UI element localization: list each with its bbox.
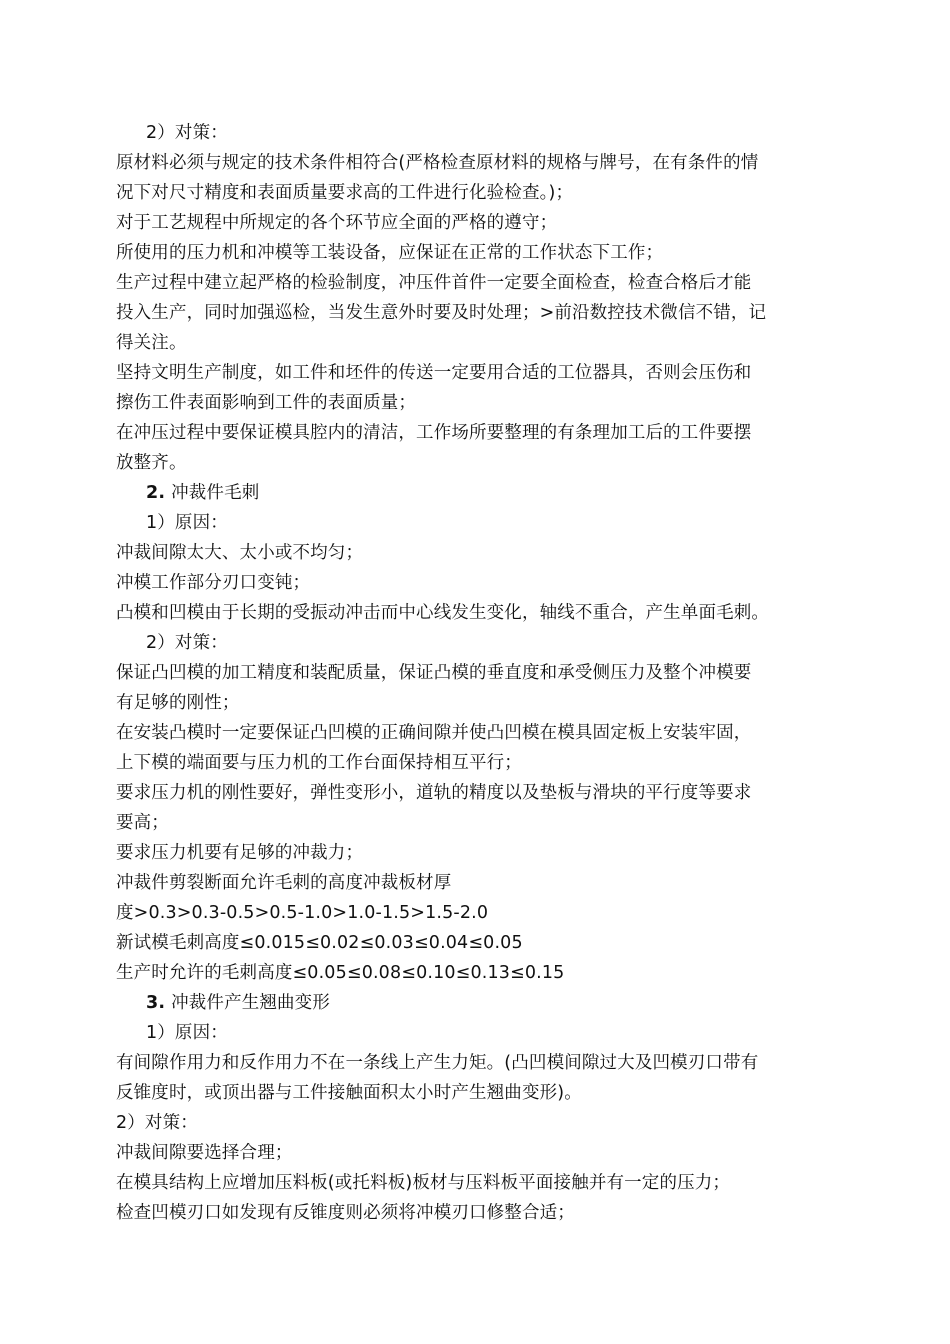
- line-text: 要高；: [116, 813, 169, 833]
- line-text: 冲裁件剪裂断面允许毛刺的高度冲裁板材厚: [116, 873, 452, 893]
- text-line: [116, 1168, 816, 1198]
- section-heading: [116, 988, 816, 1018]
- text-line: [116, 1048, 816, 1078]
- line-text: 度>0.3>0.3-0.5>0.5-1.0>1.0-1.5>1.5-2.0: [116, 903, 489, 923]
- line-text: 2）对策：: [146, 633, 228, 653]
- line-text: 检查凹模刃口如发现有反锥度则必须将冲模刃口修整合适；: [116, 1203, 575, 1223]
- text-line: [116, 298, 816, 328]
- text-line: [116, 928, 816, 958]
- document-body: [116, 118, 816, 1228]
- text-line: [116, 1018, 816, 1048]
- text-line: [116, 118, 816, 148]
- line-text: 上下模的端面要与压力机的工作台面保持相互平行；: [116, 753, 522, 773]
- text-line: [116, 418, 816, 448]
- section-heading: [116, 478, 816, 508]
- text-line: [116, 1138, 816, 1168]
- line-text: 放整齐。: [116, 453, 187, 473]
- text-line: [116, 778, 816, 808]
- line-text: 对于工艺规程中所规定的各个环节应全面的严格的遵守；: [116, 213, 558, 233]
- line-text: 要求压力机的刚性要好，弹性变形小，道轨的精度以及垫板与滑块的平行度等要求: [116, 783, 752, 803]
- text-line: [116, 358, 816, 388]
- line-text: 所使用的压力机和冲模等工装设备，应保证在正常的工作状态下工作；: [116, 243, 664, 263]
- text-line: [116, 328, 816, 358]
- text-line: [116, 148, 816, 178]
- line-text: 2）对策：: [116, 1113, 198, 1133]
- line-text: 反锥度时，或顶出器与工件接触面积太小时产生翘曲变形)。: [116, 1083, 582, 1103]
- line-text: 得关注。: [116, 333, 187, 353]
- text-line: [116, 568, 816, 598]
- text-line: [116, 538, 816, 568]
- line-text: 冲裁间隙太大、太小或不均匀；: [116, 543, 364, 563]
- text-line: [116, 1108, 816, 1138]
- text-line: [116, 718, 816, 748]
- text-line: [116, 958, 816, 988]
- text-line: [116, 658, 816, 688]
- text-line: [116, 178, 816, 208]
- text-line: [116, 388, 816, 418]
- text-line: [116, 598, 816, 628]
- text-line: [116, 448, 816, 478]
- text-line: [116, 268, 816, 298]
- line-text: 有足够的刚性；: [116, 693, 240, 713]
- text-line: [116, 808, 816, 838]
- text-line: [116, 1078, 816, 1108]
- line-text: 冲模工作部分刃口变钝；: [116, 573, 311, 593]
- line-text: 在冲压过程中要保证模具腔内的清洁，工作场所要整理的有条理加工后的工件要摆: [116, 423, 752, 443]
- line-text: 原材料必须与规定的技术条件相符合(严格检查原材料的规格与牌号，在有条件的情: [116, 153, 759, 173]
- line-text: 凸模和凹模由于长期的受振动冲击而中心线发生变化，轴线不重合，产生单面毛刺。: [116, 603, 770, 623]
- line-text: 新试模毛刺高度≤0.015≤0.02≤0.03≤0.04≤0.05: [116, 933, 523, 953]
- line-text: 冲裁件毛刺: [171, 483, 260, 503]
- text-line: [116, 868, 816, 898]
- text-line: [116, 838, 816, 868]
- text-line: [116, 208, 816, 238]
- text-line: [116, 898, 816, 928]
- line-text: 况下对尺寸精度和表面质量要求高的工件进行化验检查。)；: [116, 183, 574, 203]
- line-text: 冲裁件产生翘曲变形: [171, 993, 330, 1013]
- line-text: 保证凸凹模的加工精度和装配质量，保证凸模的垂直度和承受侧压力及整个冲模要: [116, 663, 752, 683]
- line-text: 冲裁间隙要选择合理；: [116, 1143, 293, 1163]
- line-text: 2）对策：: [146, 123, 228, 143]
- section-number: 3.: [146, 993, 166, 1013]
- line-text: 有间隙作用力和反作用力不在一条线上产生力矩。(凸凹模间隙过大及凹模刃口带有: [116, 1053, 759, 1073]
- text-line: [116, 628, 816, 658]
- line-text: 坚持文明生产制度，如工件和坯件的传送一定要用合适的工位器具，否则会压伤和: [116, 363, 752, 383]
- text-line: [116, 238, 816, 268]
- line-text: 要求压力机要有足够的冲裁力；: [116, 843, 364, 863]
- text-line: [116, 748, 816, 778]
- line-text: 生产时允许的毛刺高度≤0.05≤0.08≤0.10≤0.13≤0.15: [116, 963, 565, 983]
- section-number: 2.: [146, 483, 166, 503]
- line-text: 生产过程中建立起严格的检验制度，冲压件首件一定要全面检查，检查合格后才能: [116, 273, 752, 293]
- text-line: [116, 688, 816, 718]
- line-text: 1）原因：: [146, 513, 228, 533]
- text-line: [116, 1198, 816, 1228]
- line-text: 1）原因：: [146, 1023, 228, 1043]
- line-text: 擦伤工件表面影响到工件的表面质量；: [116, 393, 417, 413]
- text-line: [116, 508, 816, 538]
- line-text: 在安装凸模时一定要保证凸凹模的正确间隙并使凸凹模在模具固定板上安装牢固，: [116, 723, 752, 743]
- line-text: 在模具结构上应增加压料板(或托料板)板材与压料板平面接触并有一定的压力；: [116, 1173, 731, 1193]
- line-text: 投入生产，同时加强巡检，当发生意外时要及时处理；>前沿数控技术微信不错，记: [116, 303, 767, 323]
